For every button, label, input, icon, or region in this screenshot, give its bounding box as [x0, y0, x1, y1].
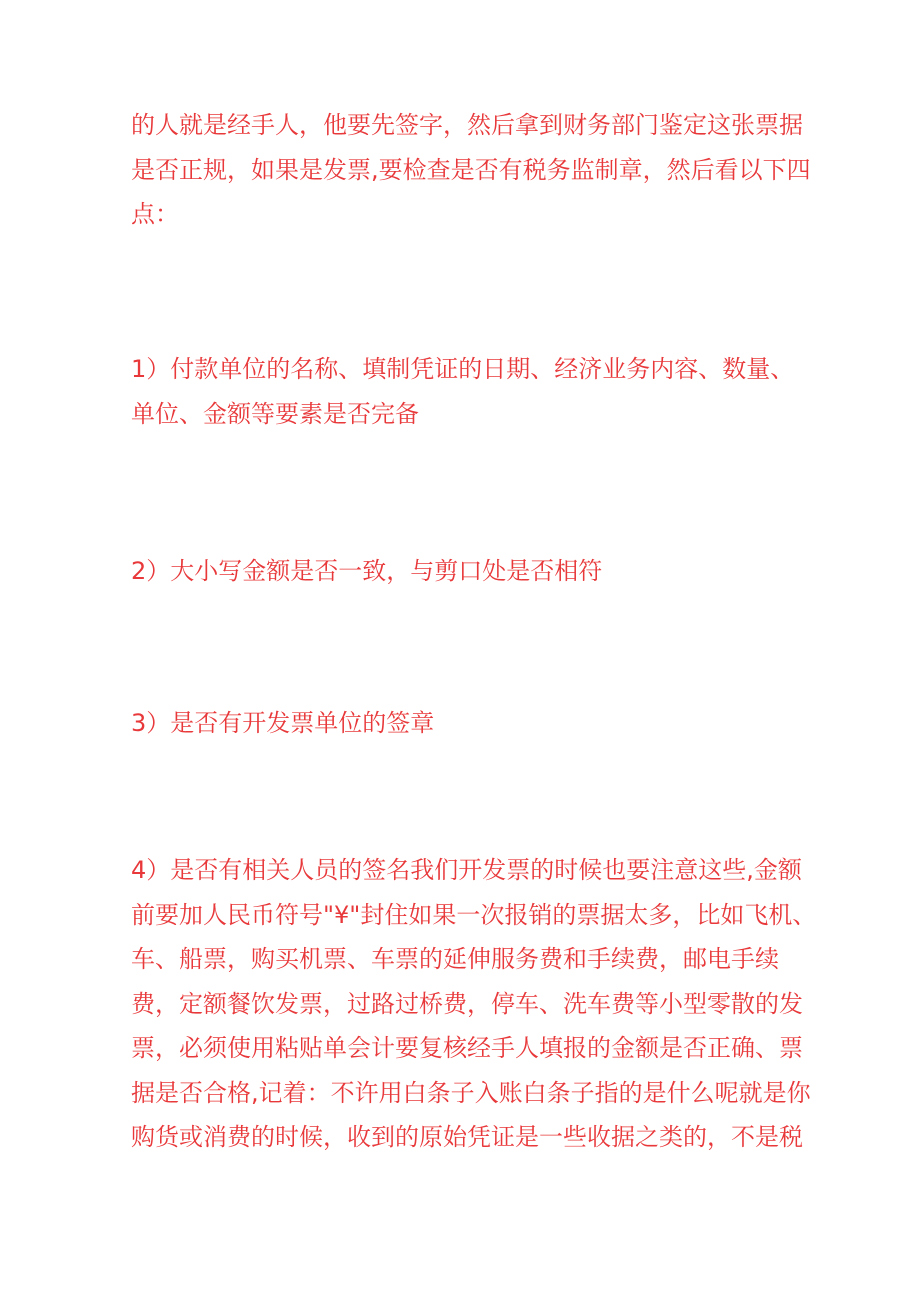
text-line: 3）是否有开发票单位的签章: [131, 709, 435, 737]
text-line: 1）付款单位的名称、填制凭证的日期、经济业务内容、数量、: [131, 355, 795, 383]
intro-paragraph: [131, 103, 811, 237]
text-line: 2）大小写金额是否一致，与剪口处是否相符: [131, 557, 603, 585]
text-line: 点：: [131, 200, 179, 228]
text-line: 前要加人民币符号"¥"封住如果一次报销的票据太多，比如飞机、: [131, 900, 817, 929]
text-line: 车、船票，购买机票、车票的延伸服务费和手续费，邮电手续: [131, 945, 779, 973]
text-line: 的人就是经手人，他要先签字，然后拿到财务部门鉴定这张票据: [131, 111, 803, 139]
text-line: 4）是否有相关人员的签名我们开发票的时候也要注意这些,金额: [131, 856, 802, 884]
list-item-2: [131, 549, 806, 594]
list-item-3: [131, 701, 806, 746]
text-line: 是否正规，如果是发票,要检查是否有税务监制章，然后看以下四: [131, 155, 811, 184]
list-item-4: [131, 848, 817, 1160]
list-item-1: [131, 347, 806, 436]
text-line: 单位、金额等要素是否完备: [131, 399, 419, 428]
text-line: 费，定额餐饮发票，过路过桥费，停车、洗车费等小型零散的发: [131, 989, 803, 1018]
text-line: 购货或消费的时候，收到的原始凭证是一些收据之类的，不是税: [131, 1123, 803, 1151]
text-line: 票，必须使用粘贴单会计要复核经手人填报的金额是否正确、票: [131, 1034, 803, 1062]
text-line: 据是否合格,记着：不许用白条子入账白条子指的是什么呢就是你: [131, 1078, 811, 1107]
